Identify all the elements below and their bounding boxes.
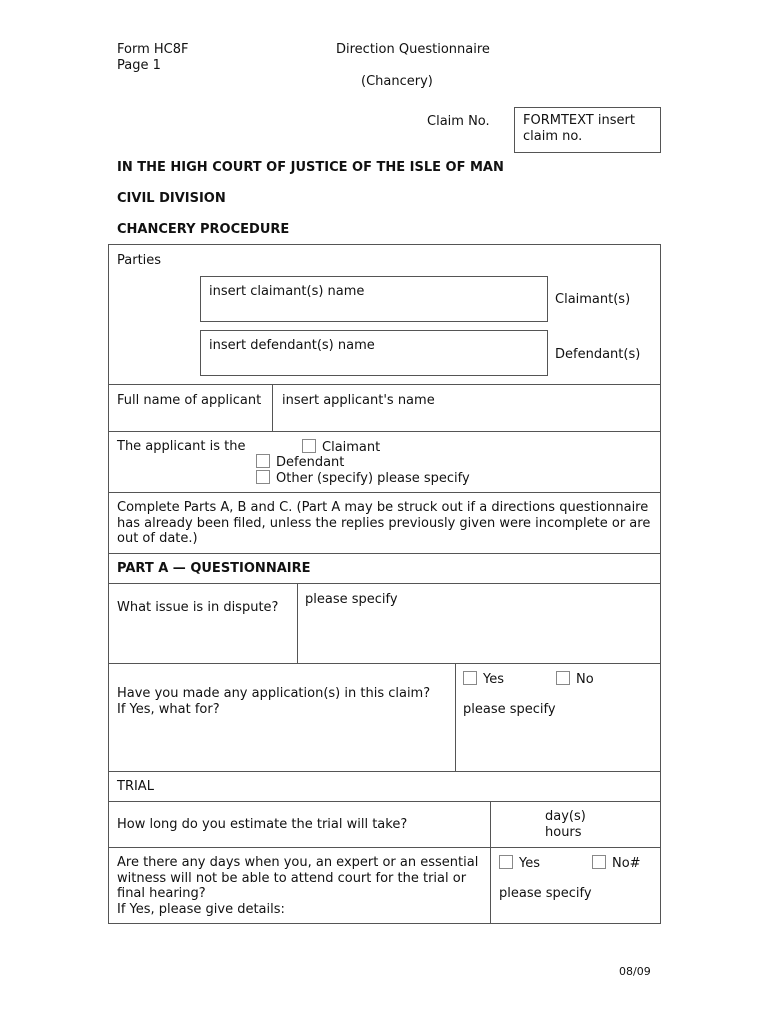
- divider: [455, 663, 456, 771]
- unavailable-yes-option[interactable]: [499, 855, 540, 872]
- parties-label: Parties: [117, 253, 162, 268]
- form-code: Form HC8F: [117, 42, 189, 57]
- divider: [108, 583, 661, 584]
- trial-estimate-label: How long do you estimate the trial will take?: [117, 817, 408, 832]
- court-division: CIVIL DIVISION: [117, 191, 226, 206]
- applicant-name-label: Full name of applicant: [117, 393, 262, 408]
- option-label: Yes: [483, 672, 504, 687]
- applications-label: Have you made any application(s) in this claim? If Yes, what for?: [117, 686, 431, 717]
- no-checkbox[interactable]: [556, 671, 570, 685]
- issue-field[interactable]: please specify: [305, 592, 398, 607]
- issue-label: What issue is in dispute?: [117, 600, 279, 615]
- option-label: Yes: [519, 856, 540, 871]
- page-number: Page 1: [117, 58, 161, 73]
- divider: [490, 801, 491, 924]
- divider: [297, 583, 298, 663]
- divider: [272, 384, 273, 431]
- claimant-label: Claimant(s): [555, 292, 631, 307]
- option-label: No: [576, 672, 594, 687]
- claimant-name-field[interactable]: insert claimant(s) name: [200, 276, 548, 322]
- option-label: Claimant: [322, 440, 381, 455]
- unavailable-no-option[interactable]: [592, 855, 641, 872]
- defendant-checkbox[interactable]: [256, 454, 270, 468]
- divider: [108, 663, 661, 664]
- applicant-role-label: The applicant is the: [117, 439, 246, 454]
- unavailable-dates-label: Are there any days when you, an expert or an essential witness will not be able to attend court for the trial or final hearing? If Yes, please give details:: [117, 855, 479, 917]
- defendant-name-field[interactable]: insert defendant(s) name: [200, 330, 548, 376]
- option-label: Defendant: [276, 455, 345, 470]
- divider: [108, 771, 661, 772]
- court-name: IN THE HIGH COURT OF JUSTICE OF THE ISLE OF MAN: [117, 160, 504, 175]
- divider: [108, 801, 661, 802]
- claim-number-label: Claim No.: [427, 114, 490, 129]
- defendant-label: Defendant(s): [555, 347, 641, 362]
- option-defendant[interactable]: [256, 454, 344, 471]
- divider: [108, 492, 661, 493]
- divider: [108, 384, 661, 385]
- claimant-checkbox[interactable]: [302, 439, 316, 453]
- form-title: Direction Questionnaire: [336, 42, 490, 57]
- trial-days-field[interactable]: day(s): [545, 809, 586, 824]
- yes-checkbox[interactable]: [463, 671, 477, 685]
- applications-field[interactable]: please specify: [463, 702, 556, 717]
- applications-yes-option[interactable]: [463, 671, 504, 688]
- applications-no-option[interactable]: [556, 671, 594, 688]
- form-subtitle: (Chancery): [361, 74, 433, 89]
- no-checkbox[interactable]: [592, 855, 606, 869]
- trial-heading: TRIAL: [117, 779, 154, 794]
- trial-hours-field[interactable]: hours: [545, 825, 582, 840]
- other-checkbox[interactable]: [256, 470, 270, 484]
- divider: [108, 553, 661, 554]
- unavailable-dates-field[interactable]: please specify: [499, 886, 592, 901]
- revision-date: 08/09: [619, 965, 651, 978]
- procedure-title: CHANCERY PROCEDURE: [117, 222, 290, 237]
- part-a-heading: PART A — QUESTIONNAIRE: [117, 561, 311, 576]
- option-label: Other (specify) please specify: [276, 471, 470, 486]
- yes-checkbox[interactable]: [499, 855, 513, 869]
- instructions-text: Complete Parts A, B and C. (Part A may be struck out if a directions questionnaire has already been filed, unless the replies previously given were incomplete or are out of date.): [117, 500, 651, 546]
- option-other[interactable]: [256, 470, 470, 487]
- divider: [108, 847, 661, 848]
- claim-number-field[interactable]: FORMTEXT insert claim no.: [514, 107, 661, 153]
- divider: [108, 431, 661, 432]
- option-label: No#: [612, 856, 641, 871]
- applicant-name-field[interactable]: insert applicant's name: [282, 393, 435, 408]
